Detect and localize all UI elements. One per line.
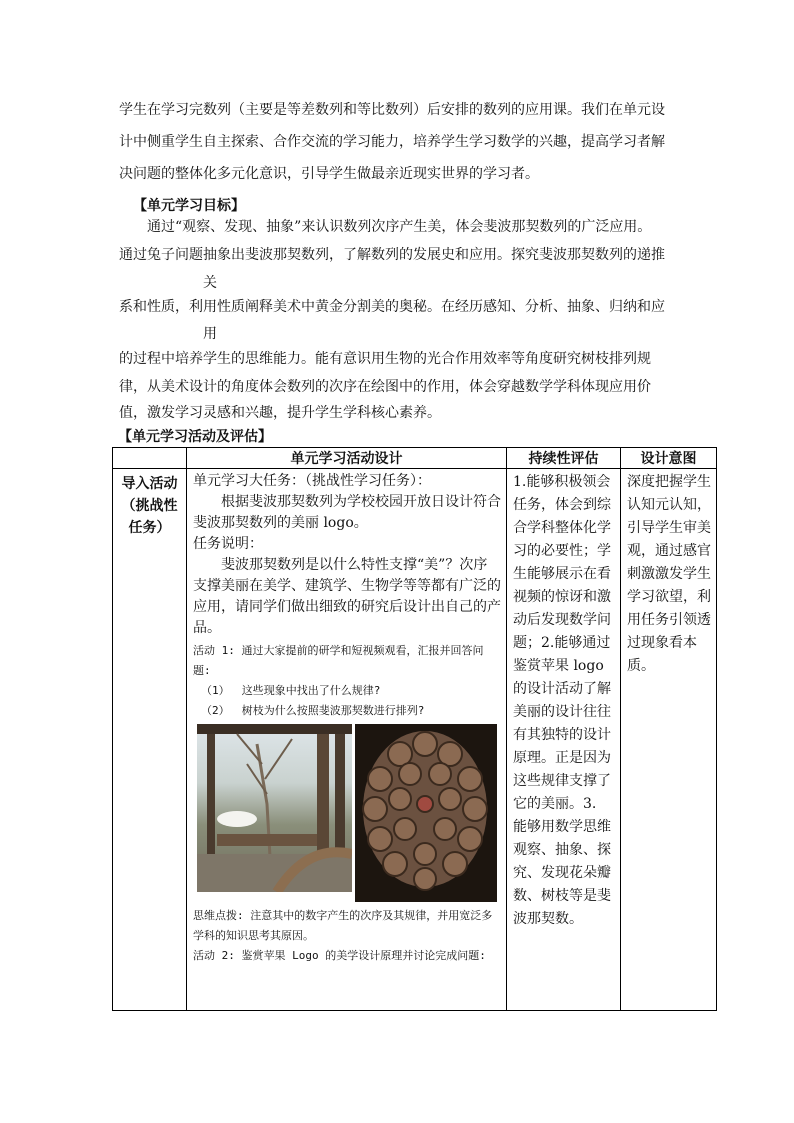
- goal-fragment-1: 关: [203, 275, 217, 291]
- pinecone-photo: [355, 724, 497, 902]
- explain-body: 斐波那契数列是以什么特性支撑“美”？次序支撑美丽在美学、建筑学、生物学等等都有广泛的应用，请同学们做出细致的研究后设计出自己的产品。: [193, 557, 501, 636]
- activity-heading: 【单元学习活动及评估】: [118, 429, 272, 445]
- activity-design-cell: [187, 469, 507, 1011]
- photos: [197, 724, 497, 902]
- intro-line-1: 学生在学习完数列（主要是等差数列和等比数列）后安排的数列的应用课。我们在单元设: [119, 102, 665, 118]
- stage-line-1: 导入活动: [121, 476, 178, 492]
- goal-line-1: 通过“观察、发现、抽象”来认识数列次序产生美，体会斐波那契数列的广泛应用。: [147, 219, 652, 235]
- task-body: 根据斐波那契数列为学校校园开放日设计符合斐波那契数列的美丽 logo。: [193, 494, 501, 531]
- assessment-text: 1.能够积极领会任务，体会到综合学科整体化学习的必要性；学生能够展示在看视频的惊讶和激动后发现数学问题；2.能够通过鉴赏苹果 logo 的设计活动了解美丽的设计往往有其独特的设计原理。正是因为这些规律支撑了它的美丽。3. 能够用数学思维观察、抽象、探究、发现花朵瓣数、树枝等是斐波那契数。: [513, 474, 611, 927]
- activity-1: 活动 1: 通过大家提前的研学和短视频观看，汇报并回答问题:: [193, 644, 484, 677]
- goal-heading: 【单元学习目标】: [133, 198, 245, 214]
- question-2: （2） 树枝为什么按照斐波那契数进行排列?: [201, 704, 425, 717]
- intent-cell: [621, 469, 717, 1011]
- intro-line-2: 计中侧重学生自主探索、合作交流的学习能力，培养学生学习数学的兴趣，提高学习者解: [119, 134, 665, 150]
- intro-line-3: 决问题的整体化多元化意识，引导学生做最亲近现实世界的学习者。: [119, 166, 539, 182]
- goal-line-2: 通过兔子问题抽象出斐波那契数列，了解数列的发展史和应用。探究斐波那契数列的递推: [119, 247, 665, 263]
- task-title: 单元学习大任务：（挑战性学习任务）：: [193, 473, 431, 489]
- goal-line-6: 值，激发学习灵感和兴趣，提升学生学科核心素养。: [119, 405, 441, 421]
- pavilion-photo: [197, 724, 352, 892]
- goal-fragment-2: 用: [203, 326, 217, 342]
- activity-2: 活动 2: 鉴赏苹果 Logo 的美学设计原理并讨论完成问题:: [193, 949, 486, 962]
- activity-table: [112, 447, 717, 1011]
- header-empty: [113, 448, 187, 469]
- stage-cell: [113, 469, 187, 1011]
- explain-title: 任务说明：: [193, 536, 263, 552]
- header-intent: 设计意图: [621, 448, 717, 469]
- table-header-row: [113, 448, 717, 469]
- table-row: [113, 469, 717, 1011]
- header-assessment: 持续性评估: [507, 448, 621, 469]
- goal-line-3: 系和性质，利用性质阐释美术中黄金分割美的奥秘。在经历感知、分析、抽象、归纳和应: [119, 299, 665, 315]
- goal-line-4: 的过程中培养学生的思维能力。能有意识用生物的光合作用效率等角度研究树枝排列规: [119, 351, 651, 367]
- intent-text: 深度把握学生认知元认知，引导学生审美观，通过感官刺激激发学生学习欲望，利用任务引领透过现象看本质。: [627, 474, 711, 674]
- goal-line-5: 律，从美术设计的角度体会数列的次序在绘图中的作用，体会穿越数学学科体现应用价: [119, 379, 651, 395]
- stage-line-3: 任务）: [128, 520, 171, 536]
- thinking-tip: 思维点拨: 注意其中的数字产生的次序及其规律，并用宽泛多学科的知识思考其原因。: [193, 909, 493, 942]
- question-1: （1） 这些现象中找出了什么规律?: [201, 684, 381, 697]
- assessment-cell: [507, 469, 621, 1011]
- header-activity-design: 单元学习活动设计: [187, 448, 507, 469]
- stage-line-2: （挑战性: [121, 498, 178, 514]
